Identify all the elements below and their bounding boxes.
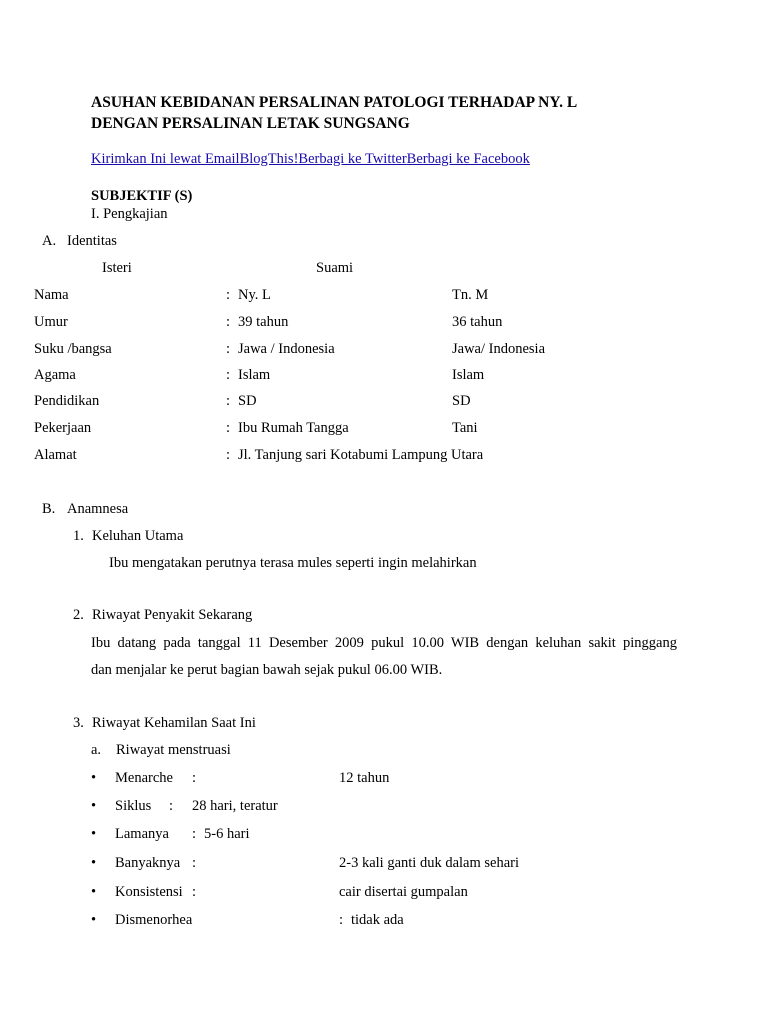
- bullet-icon: •: [91, 884, 97, 900]
- riwayat-kehamilan-heading: Riwayat Kehamilan Saat Ini: [92, 715, 256, 731]
- row-field: Pendidikan: [34, 393, 100, 409]
- bullet-icon: •: [91, 770, 97, 786]
- item-separator: :: [339, 912, 344, 928]
- row-separator: :: [226, 341, 231, 357]
- row-suami-value: Jawa/ Indonesia: [452, 341, 546, 357]
- row-suami-value: 36 tahun: [452, 314, 503, 330]
- keluhan-number: 1.: [73, 528, 84, 544]
- item-separator: :: [192, 826, 197, 842]
- item-field: Siklus: [115, 798, 152, 814]
- share-facebook-link[interactable]: Berbagi ke Facebook: [406, 151, 530, 167]
- section-heading-subjektif: SUBJEKTIF (S): [91, 188, 193, 204]
- riwayat-penyakit-text-line2: dan menjalar ke perut bagian bawah sejak pukul 06.00 WIB.: [91, 662, 443, 678]
- item-separator: :: [192, 855, 197, 871]
- item-value: tidak ada: [351, 912, 404, 928]
- row-field: Umur: [34, 314, 68, 330]
- item-value: 5-6 hari: [204, 826, 250, 842]
- row-suami-value: Tani: [452, 420, 478, 436]
- riwayat-penyakit-heading: Riwayat Penyakit Sekarang: [92, 607, 253, 623]
- item-field: Lamanya: [115, 826, 169, 842]
- row-isteri-value: SD: [238, 393, 257, 409]
- anamnesa-label: B.: [42, 501, 56, 517]
- bullet-icon: •: [91, 912, 97, 928]
- share-twitter-link[interactable]: Berbagi ke Twitter: [298, 151, 407, 167]
- row-separator: :: [226, 367, 231, 383]
- bullet-icon: •: [91, 855, 97, 871]
- item-field: Menarche: [115, 770, 173, 786]
- share-links: [91, 150, 530, 168]
- keluhan-heading: Keluhan Utama: [92, 528, 184, 544]
- row-isteri-value: Islam: [238, 367, 271, 383]
- document-title-line1: ASUHAN KEBIDANAN PERSALINAN PATOLOGI TERHADAP NY. L: [91, 94, 578, 111]
- column-header-suami: Suami: [316, 260, 354, 276]
- item-separator: :: [192, 770, 197, 786]
- item-field: Konsistensi: [115, 884, 183, 900]
- item-field: Dismenorhea: [115, 912, 193, 928]
- item-value: 28 hari, teratur: [192, 798, 278, 814]
- row-separator: :: [226, 393, 231, 409]
- row-separator: :: [226, 420, 231, 436]
- row-isteri-value: Ny. L: [238, 287, 271, 303]
- identitas-heading: Identitas: [67, 233, 117, 249]
- row-suami-value: Tn. M: [452, 287, 489, 303]
- bullet-icon: •: [91, 826, 97, 842]
- row-suami-value: SD: [452, 393, 471, 409]
- row-separator: :: [226, 447, 231, 463]
- item-separator: :: [192, 884, 197, 900]
- item-value: cair disertai gumpalan: [339, 884, 468, 900]
- row-separator: :: [226, 314, 231, 330]
- item-separator: :: [169, 798, 174, 814]
- row-separator: :: [226, 287, 231, 303]
- item-value: 2-3 kali ganti duk dalam sehari: [339, 855, 519, 871]
- row-field: Alamat: [34, 447, 77, 463]
- row-isteri-value: Jl. Tanjung sari Kotabumi Lampung Utara: [238, 447, 484, 463]
- riwayat-penyakit-text-line1: Ibu datang pada tanggal 11 Desember 2009 pukul 10.00 WIB dengan keluhan sakit pinggang: [91, 635, 677, 651]
- menstruasi-heading: Riwayat menstruasi: [116, 742, 231, 758]
- row-field: Nama: [34, 287, 69, 303]
- share-email-link[interactable]: Kirimkan Ini lewat Email: [91, 151, 240, 167]
- riwayat-penyakit-number: 2.: [73, 607, 84, 623]
- riwayat-kehamilan-number: 3.: [73, 715, 84, 731]
- row-field: Suku /bangsa: [34, 341, 112, 357]
- row-suami-value: Islam: [452, 367, 485, 383]
- document-title-line2: DENGAN PERSALINAN LETAK SUNGSANG: [91, 115, 410, 132]
- item-field: Banyaknya: [115, 855, 181, 871]
- row-isteri-value: Jawa / Indonesia: [238, 341, 335, 357]
- keluhan-text: Ibu mengatakan perutnya terasa mules seperti ingin melahirkan: [109, 555, 477, 571]
- row-field: Agama: [34, 367, 76, 383]
- row-field: Pekerjaan: [34, 420, 92, 436]
- column-header-isteri: Isteri: [102, 260, 132, 276]
- identitas-label: A.: [42, 233, 57, 249]
- row-isteri-value: Ibu Rumah Tangga: [238, 420, 349, 436]
- menstruasi-label: a.: [91, 742, 102, 758]
- share-blog-link[interactable]: BlogThis!: [239, 151, 299, 167]
- subsection-pengkajian: I. Pengkajian: [91, 206, 168, 222]
- anamnesa-heading: Anamnesa: [67, 501, 129, 517]
- row-isteri-value: 39 tahun: [238, 314, 289, 330]
- bullet-icon: •: [91, 798, 97, 814]
- item-value: 12 tahun: [339, 770, 390, 786]
